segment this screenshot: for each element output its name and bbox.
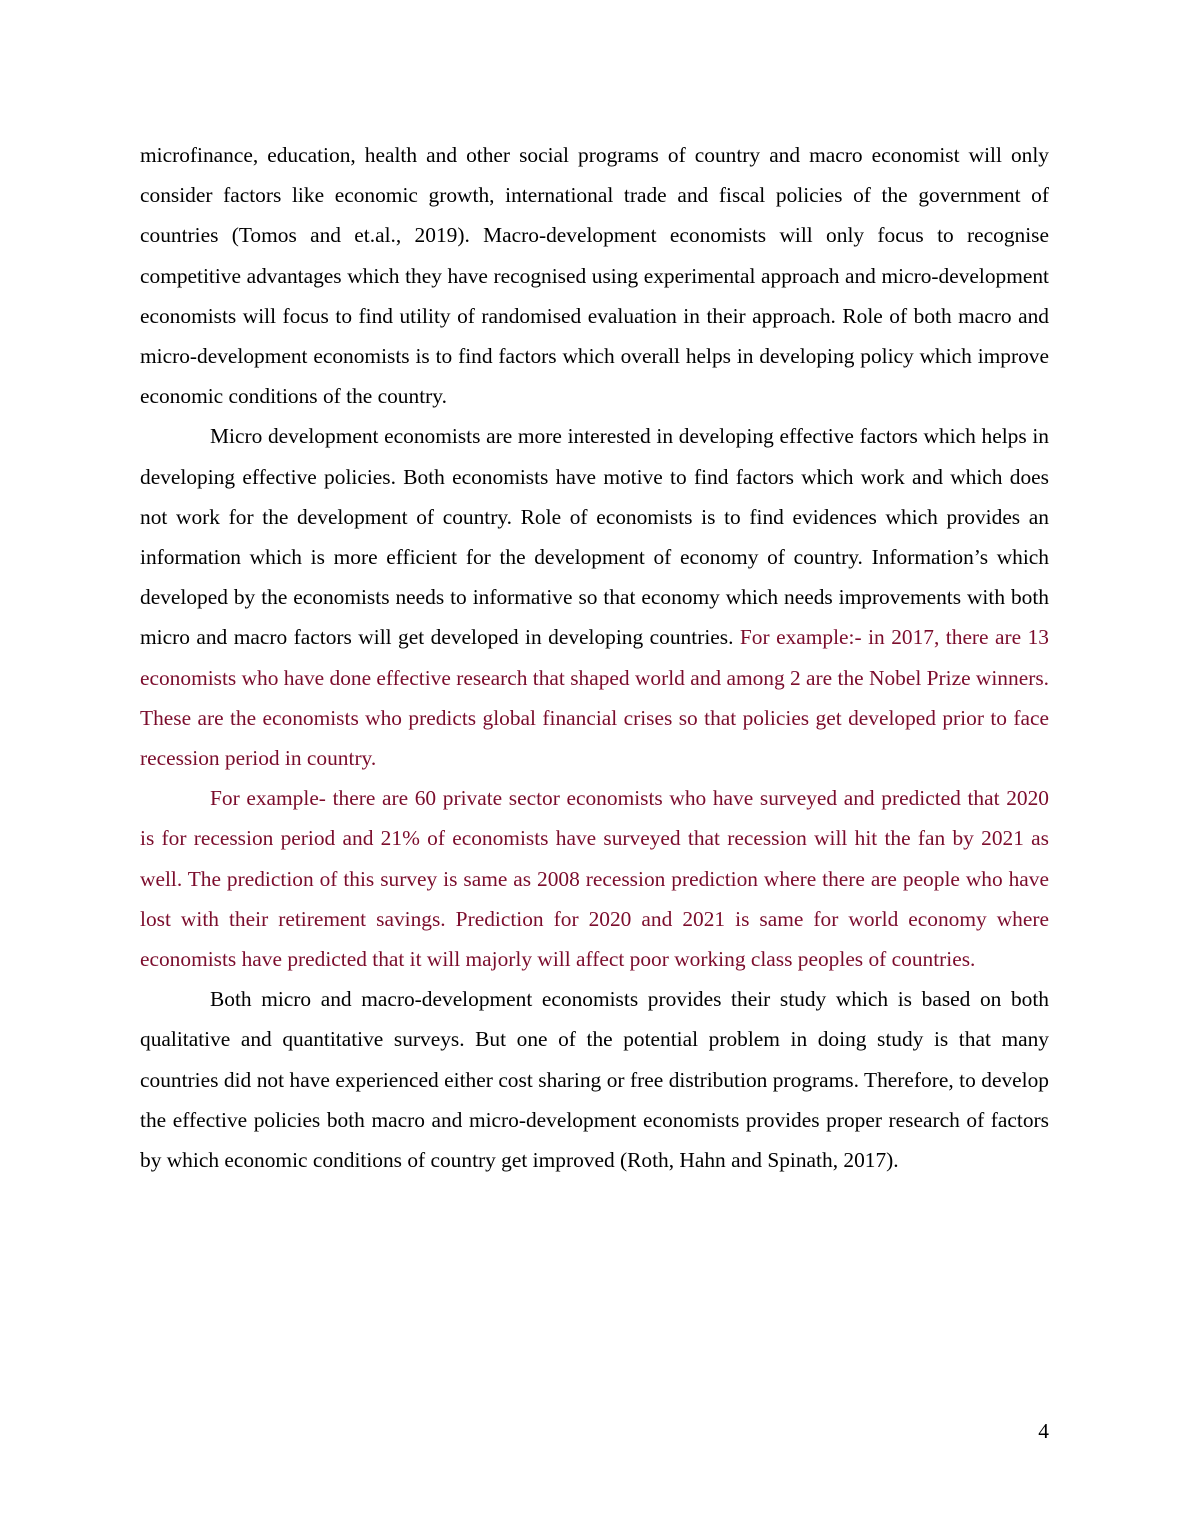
paragraph-4-text: Both micro and macro-development economists provides their study which is based on both qualitative and quantitative surveys. But one of the potential problem in doing study is that many countries did not have experienced either cost sharing or free distribution programs. Therefore, to develop the effective policies both macro and micro-development economists provides proper research of factors by which economic conditions of country get improved (Roth, Hahn and Spinath, 2017). <box>140 987 1049 1173</box>
paragraph-1-text: microfinance, education, health and other social programs of country and macro economist will only consider factors like economic growth, international trade and fiscal policies of the government of countries (Tomos and et.al., 2019). Macro-development economists will only focus to recognise competitive advantages which they have recognised using experimental approach and micro-development economists will focus to find utility of randomised evaluation in their approach. Role of both macro and micro-development economists is to find factors which overall helps in developing policy which improve economic conditions of the country. <box>140 143 1049 409</box>
paragraph-2 <box>140 416 1049 778</box>
paragraph-4 <box>140 979 1049 1180</box>
document-body <box>140 135 1049 1180</box>
paragraph-3 <box>140 778 1049 979</box>
paragraph-3-example-text: For example- there are 60 private sector economists who have surveyed and predicted that 2020 is for recession period and 21% of economists have surveyed that recession will hit the fan by 2021 as well. The prediction of this survey is same as 2008 recession prediction where there are people who have lost with their retirement savings. Prediction for 2020 and 2021 is same for world economy where economists have predicted that it will majorly will affect poor working class peoples of countries. <box>140 786 1049 972</box>
paragraph-2-text: Micro development economists are more interested in developing effective factors which helps in developing effective policies. Both economists have motive to find factors which work and which does not work for the development of country. Role of economists is to find evidences which provides an information which is more efficient for the development of economy of country. Information’s which developed by the economists needs to informative so that economy which needs improvements with both micro and macro factors will get developed in developing countries. <box>140 424 1049 650</box>
page-number: 4 <box>1038 1419 1049 1443</box>
paragraph-2-example-text: For example:- in 2017, there are 13 economists who have done effective research that shaped world and among 2 are the Nobel Prize winners. These are the economists who predicts global financial crises so that policies get developed prior to face recession period in country. <box>140 625 1049 771</box>
paragraph-1 <box>140 135 1049 416</box>
